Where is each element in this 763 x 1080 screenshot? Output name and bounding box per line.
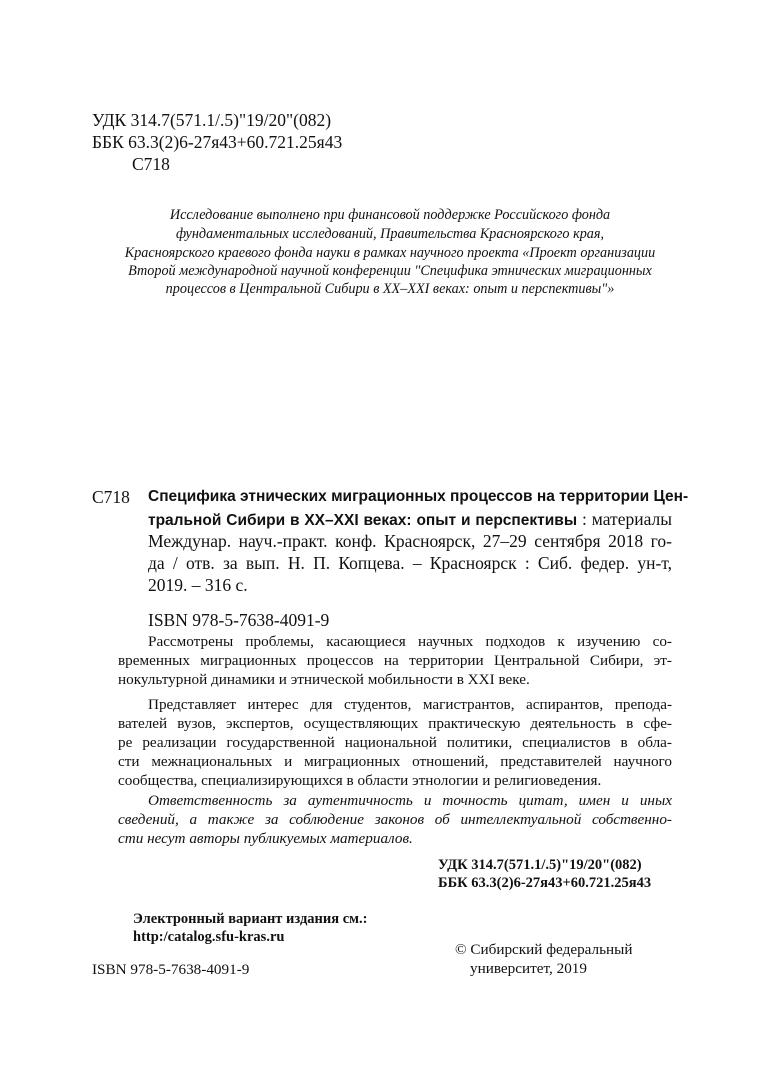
funding-line: фундаментальных исследований, Правительства Красноярского края, bbox=[175, 226, 605, 242]
abstract-line: сти несут авторы публикуемых материалов. bbox=[118, 830, 413, 847]
copyright-line: © Сибирский федеральный bbox=[455, 941, 633, 958]
abstract-line: Ответственность за аутентичность и точность цитат, имен и иных bbox=[148, 792, 672, 809]
abstract-line: сообщества, специализирующихся в области этнологии и религиоведения. bbox=[118, 772, 602, 789]
abstract-line: сведений, а также за соблюдение законов об интеллектуальной собственно- bbox=[118, 811, 672, 828]
entry-text: да / отв. за вып. Н. П. Копцева. – Красноярск : Сиб. федер. ун-т, bbox=[148, 553, 672, 573]
abstract-line: вателей вузов, экспертов, осуществляющих практическую деятельность в сфе- bbox=[118, 715, 672, 732]
entry-text: 2019. – 316 с. bbox=[148, 575, 248, 595]
electronic-url[interactable]: http:/catalog.sfu-kras.ru bbox=[133, 929, 285, 945]
copyright-line: университет, 2019 bbox=[470, 960, 587, 977]
udk-code: УДК 314.7(571.1/.5)"19/20"(082) bbox=[92, 110, 332, 130]
funding-line: Красноярского краевого фонда науки в рамках научного проекта «Проект организации bbox=[124, 245, 656, 261]
abstract-line: сти межнациональных и миграционных отношений, представителей научного bbox=[118, 753, 672, 770]
title-line: Специфика этнических миграционных процессов на территории Цен- bbox=[148, 488, 689, 505]
abstract-line: временных миграционных процессов на территории Центральной Сибири, эт- bbox=[118, 652, 672, 669]
abstract-line: Рассмотрены проблемы, касающиеся научных подходов к изучению со- bbox=[148, 633, 672, 650]
footer-bbk: ББК 63.3(2)6-27я43+60.721.25я43 bbox=[438, 875, 652, 891]
author-mark: С718 bbox=[132, 154, 170, 174]
entry-text: Междунар. науч.-практ. конф. Красноярск, 27–29 сентября 2018 го- bbox=[148, 531, 672, 551]
catalog-code: С718 bbox=[92, 487, 130, 507]
title-line: тральной Сибири в XX–XXI веках: опыт и перспективы bbox=[148, 512, 578, 529]
funding-line: Исследование выполнено при финансовой поддержке Российского фонда bbox=[169, 207, 611, 223]
electronic-label: Электронный вариант издания см.: bbox=[133, 911, 368, 927]
abstract-line: Представляет интерес для студентов, магистрантов, аспирантов, препода- bbox=[148, 696, 672, 713]
funding-line: процессов в Центральной Сибири в XX–XXI веках: опыт и перспективы"» bbox=[165, 281, 615, 297]
abstract-line: нокультурной динамики и этнической мобильности в XXI веке. bbox=[118, 671, 530, 688]
isbn: ISBN 978-5-7638-4091-9 bbox=[148, 610, 330, 630]
funding-line: Второй международной научной конференции "Специфика этнических миграционных bbox=[128, 263, 652, 279]
footer-udk: УДК 314.7(571.1/.5)"19/20"(082) bbox=[438, 857, 642, 873]
bbk-code: ББК 63.3(2)6-27я43+60.721.25я43 bbox=[92, 132, 343, 152]
abstract-line: ре реализации государственной национальной политики, специалистов в обла- bbox=[118, 734, 672, 751]
footer-isbn: ISBN 978-5-7638-4091-9 bbox=[92, 961, 250, 978]
entry-text: : материалы bbox=[577, 509, 672, 529]
